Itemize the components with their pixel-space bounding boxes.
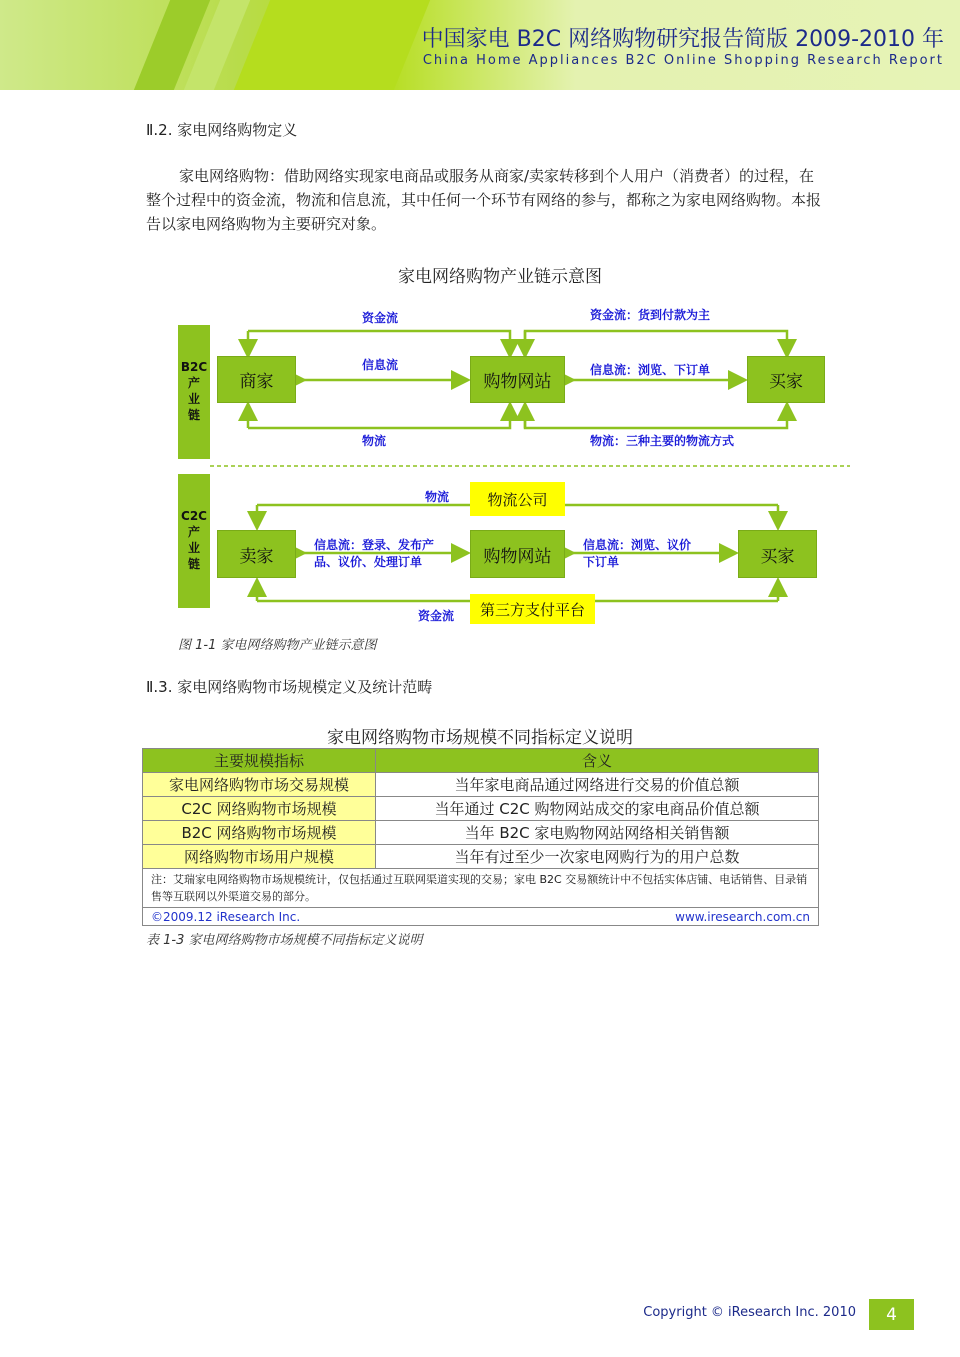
c2c-chain-label: C2C 产 业 链 (178, 474, 210, 608)
table-row (143, 845, 819, 869)
diagram-title: 家电网络购物产业链示意图 (398, 267, 602, 287)
table-title: 家电网络购物市场规模不同指标定义说明 (327, 728, 633, 748)
section-heading: Ⅱ.3. 家电网络购物市场规模定义及统计范畴 (146, 678, 433, 696)
b2c-money-left-line (248, 331, 510, 354)
b2c-logistics-right-line (525, 406, 787, 428)
table-source-row (143, 908, 819, 926)
logistics-company-box: 物流公司 (470, 482, 565, 516)
table-row (143, 821, 819, 845)
definition-paragraph: 家电网络购物：借助网络实现家电商品或服务从商家/卖家转移到个人用户（消费者）的过程，在整个过程中的资金流，物流和信息流，其中任何一个环节有网络的参与，都称之为家电网络购物。本报告以家电网络购物为主要研究对象。 (146, 167, 822, 233)
header-cell: 主要规模指标 (143, 749, 376, 773)
b2c-left-info-label: 信息流 (362, 358, 399, 372)
table-caption: 表 1-3 家电网络购物市场规模不同指标定义说明 (146, 933, 423, 948)
metric-cell: B2C 网络购物市场规模 (143, 821, 376, 845)
c2c-left-info-label: 信息流：登录、发布产 品、议价、处理订单 (314, 538, 435, 569)
c2c-seller-box: 卖家 (217, 530, 296, 578)
definition-table (142, 748, 819, 926)
b2c-chain-label: B2C 产 业 链 (178, 325, 210, 459)
section-heading: Ⅱ.2. 家电网络购物定义 (146, 121, 298, 139)
b2c-logistics-left-line (248, 406, 510, 428)
c2c-logistics-label: 物流 (425, 490, 450, 504)
c2c-buyer-box: 买家 (738, 530, 817, 578)
c2c-right-info-label: 信息流：浏览、议价 下订单 (583, 538, 692, 569)
c2c-site-box: 购物网站 (470, 530, 565, 578)
table-note: 注：艾瑞家电网络购物市场规模统计，仅包括通过互联网渠道实现的交易；家电 B2C 交易额统计中不包括实体店铺、电话销售、目录销售等互联网以外渠道交易的部分。 (143, 869, 819, 908)
b2c-right-logistics-label: 物流：三种主要的物流方式 (590, 434, 735, 448)
b2c-site-box: 购物网站 (470, 356, 565, 403)
meaning-cell: 当年有过至少一次家电网购行为的用户总数 (376, 845, 819, 869)
figure-caption: 图 1-1 家电网络购物产业链示意图 (178, 638, 377, 653)
meaning-cell: 当年家电商品通过网络进行交易的价值总额 (376, 773, 819, 797)
table-header-row (143, 749, 819, 773)
table-row (143, 773, 819, 797)
meaning-cell: 当年 B2C 家电购物网站网络相关销售额 (376, 821, 819, 845)
b2c-left-logistics-label: 物流 (362, 434, 387, 448)
b2c-right-info-label: 信息流：浏览、下订单 (590, 363, 711, 377)
table-copyright: ©2009.12 iResearch Inc. (151, 909, 301, 924)
c2c-money-label: 资金流 (418, 609, 455, 623)
b2c-merchant-box: 商家 (217, 356, 296, 403)
table-website: www.iresearch.com.cn (675, 909, 810, 924)
table-row (143, 797, 819, 821)
metric-cell: 家电网络购物市场交易规模 (143, 773, 376, 797)
meaning-cell: 当年通过 C2C 购物网站成交的家电商品价值总额 (376, 797, 819, 821)
footer-copyright: Copyright © iResearch Inc. 2010 (643, 1305, 856, 1320)
b2c-left-money-label: 资金流 (362, 311, 399, 325)
report-title: 中国家电 B2C 网络购物研究报告简版 2009-2010 年 (421, 27, 944, 52)
b2c-buyer-box: 买家 (747, 356, 825, 403)
metric-cell: 网络购物市场用户规模 (143, 845, 376, 869)
report-subtitle: China Home Appliances B2C Online Shopping Research Report (422, 53, 944, 68)
payment-platform-box: 第三方支付平台 (470, 594, 595, 624)
b2c-right-money-label: 资金流：货到付款为主 (590, 308, 711, 322)
table-note-row (143, 869, 819, 908)
header-cell: 含义 (376, 749, 819, 773)
page-number: 4 (869, 1299, 914, 1330)
metric-cell: C2C 网络购物市场规模 (143, 797, 376, 821)
b2c-money-right-line (525, 331, 787, 354)
